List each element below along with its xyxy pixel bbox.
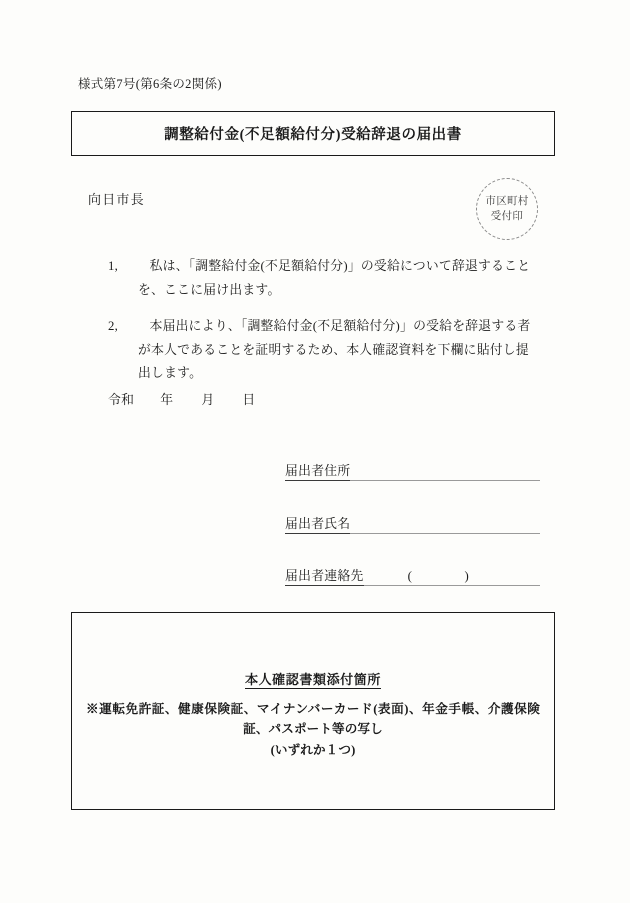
filer-name-label: 届出者氏名	[285, 516, 350, 534]
filer-contact-field[interactable]	[285, 560, 540, 586]
date-line	[108, 389, 256, 408]
filer-contact-label: 届出者連絡先	[285, 568, 364, 586]
id-attachment-box	[71, 612, 555, 810]
filer-address-field[interactable]	[285, 455, 540, 481]
clause-text: 本届出により、「調整給付金(不足額給付分)」の受給を辞退する者が本人であることを証明するため、本人確認資料を下欄に貼付し提出します。	[138, 319, 531, 381]
addressee: 向日市長	[88, 192, 145, 207]
clause-marker: 2,	[108, 319, 119, 333]
id-attachment-heading-text: 本人確認書類添付箇所	[244, 672, 381, 687]
clause-text: 私は、「調整給付金(不足額給付分)」の受給について辞退することを、ここに届け出ます。	[138, 259, 531, 297]
receipt-stamp-line2: 受付印	[490, 211, 524, 222]
receipt-stamp-circle	[476, 178, 538, 240]
date-era-label: 令和	[108, 393, 135, 407]
filer-address-label: 届出者住所	[285, 463, 350, 481]
id-attachment-heading	[72, 669, 554, 688]
id-attachment-note-sub: (いずれか１つ)	[270, 742, 356, 757]
date-year-field[interactable]: 年	[160, 393, 174, 407]
title-box	[71, 111, 555, 156]
form-number: 様式第7号(第6条の2関係)	[78, 77, 222, 91]
clause-marker: 1,	[108, 259, 119, 273]
date-day-field[interactable]: 日	[242, 393, 256, 407]
filer-contact-area-code[interactable]: ( )	[407, 568, 470, 583]
id-attachment-note-main: ※運転免許証、健康保険証、マイナンバーカード(表面)、年金手帳、介護保険証、パスポート等の写し	[86, 702, 540, 737]
id-attachment-note	[86, 699, 540, 760]
date-month-field[interactable]: 月	[201, 393, 215, 407]
clause-item	[108, 255, 538, 302]
page-title: 調整給付金(不足額給付分)受給辞退の届出書	[164, 127, 462, 143]
filer-name-field[interactable]	[285, 508, 540, 534]
receipt-stamp-line1: 市区町村	[485, 195, 529, 207]
clause-item	[108, 315, 538, 386]
